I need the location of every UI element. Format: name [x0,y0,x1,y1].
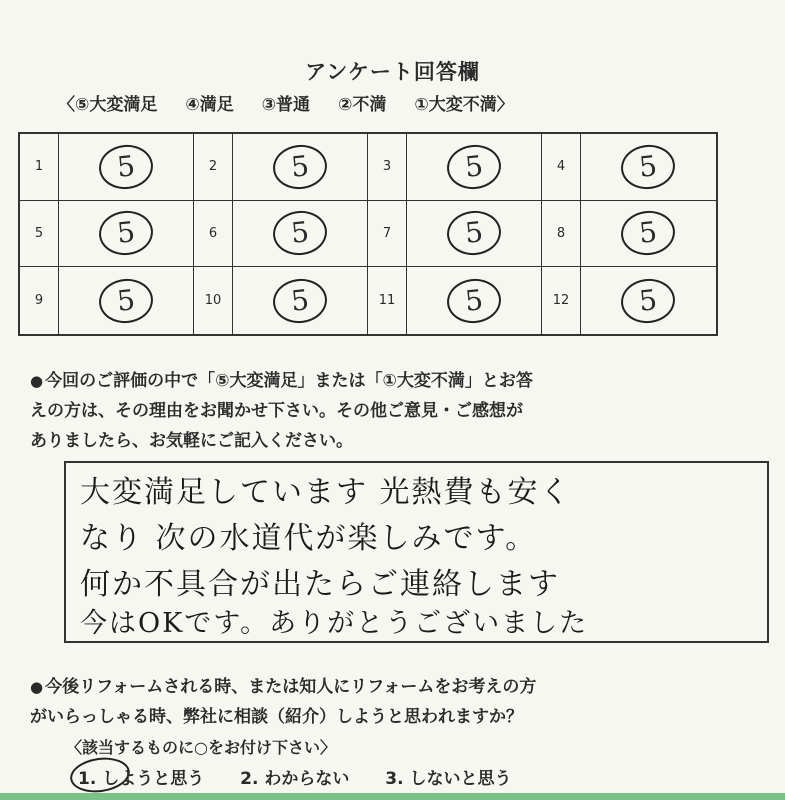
circled-answer: 5 [444,142,502,191]
circled-answer: 5 [270,142,328,191]
circled-answer: 5 [619,209,677,258]
circled-answer: 5 [444,209,502,258]
rating-cell[interactable] [20,134,194,201]
question-2-instruction: 〈該当するものに○をお付け下さい〉 [66,738,336,757]
scale-4: ④満足 [185,95,234,115]
survey-title: アンケート回答欄 [305,60,480,84]
option-1[interactable]: 1. しようと思う [78,769,205,789]
rating-cell[interactable] [542,201,716,268]
scale-3: ③普通 [261,95,311,115]
bullet-icon: ● [30,678,44,696]
circled-answer: 5 [270,209,328,258]
option-3[interactable]: 3. しないと思う [385,769,512,789]
rating-grid [18,132,718,336]
circled-answer: 5 [96,209,154,258]
scale-1: ①大変不満〉 [414,95,514,115]
question-1-line: ● 今回のご評価の中で「⑤大変満足」または「①大変不満」とお答 [30,371,533,391]
item-number: 5 [20,201,59,267]
footer-green-bar [0,793,785,800]
item-number: 10 [194,267,233,334]
rating-cell[interactable] [368,267,542,334]
item-number: 2 [194,134,233,200]
rating-cell[interactable] [368,201,542,268]
item-number: 1 [20,134,59,200]
item-number: 8 [542,201,581,267]
circled-answer: 5 [96,142,154,191]
rating-cell[interactable] [20,201,194,268]
circled-answer: 5 [619,142,677,191]
item-number: 6 [194,201,233,267]
rating-scale-legend [58,90,514,115]
scale-5: 〈⑤大変満足 [58,95,158,115]
circled-answer: 5 [619,276,677,325]
answer-options [78,764,542,789]
item-number: 3 [368,134,407,200]
handwritten-line: 今はOKです。ありがとうございました [80,608,589,639]
rating-cell[interactable] [368,134,542,201]
handwritten-line: 大変満足しています 光熱費も安く [80,475,572,510]
rating-cell[interactable] [194,267,368,334]
rating-cell[interactable] [20,267,194,334]
item-number: 12 [542,267,581,334]
scale-2: ②不満 [337,95,387,115]
free-comment-box[interactable] [64,461,769,643]
handwritten-line: 何か不具合が出たらご連絡します [80,567,560,602]
circled-answer: 5 [270,276,328,325]
handwritten-line: なり 次の水道代が楽しみです。 [80,521,538,556]
item-number: 9 [20,267,59,334]
question-2-line: がいらっしゃる時、弊社に相談（紹介）しようと思われますか？ [30,707,523,727]
question-1-line: えの方は、その理由をお聞かせ下さい。その他ご意見・ご感想が [30,401,523,421]
rating-cell[interactable] [194,201,368,268]
question-1-line: ありましたら、お気軽にご記入ください。 [30,431,353,451]
circled-answer: 5 [96,276,154,325]
circled-answer: 5 [444,276,502,325]
option-2[interactable]: 2. わからない [240,769,350,789]
rating-cell[interactable] [542,267,716,334]
bullet-icon: ● [30,372,44,390]
rating-cell[interactable] [542,134,716,201]
item-number: 11 [368,267,407,334]
question-1 [30,366,760,456]
question-2 [30,672,770,732]
item-number: 7 [368,201,407,267]
item-number: 4 [542,134,581,200]
question-2-line: ● 今後リフォームされる時、または知人にリフォームをお考えの方 [30,677,537,697]
rating-cell[interactable] [194,134,368,201]
